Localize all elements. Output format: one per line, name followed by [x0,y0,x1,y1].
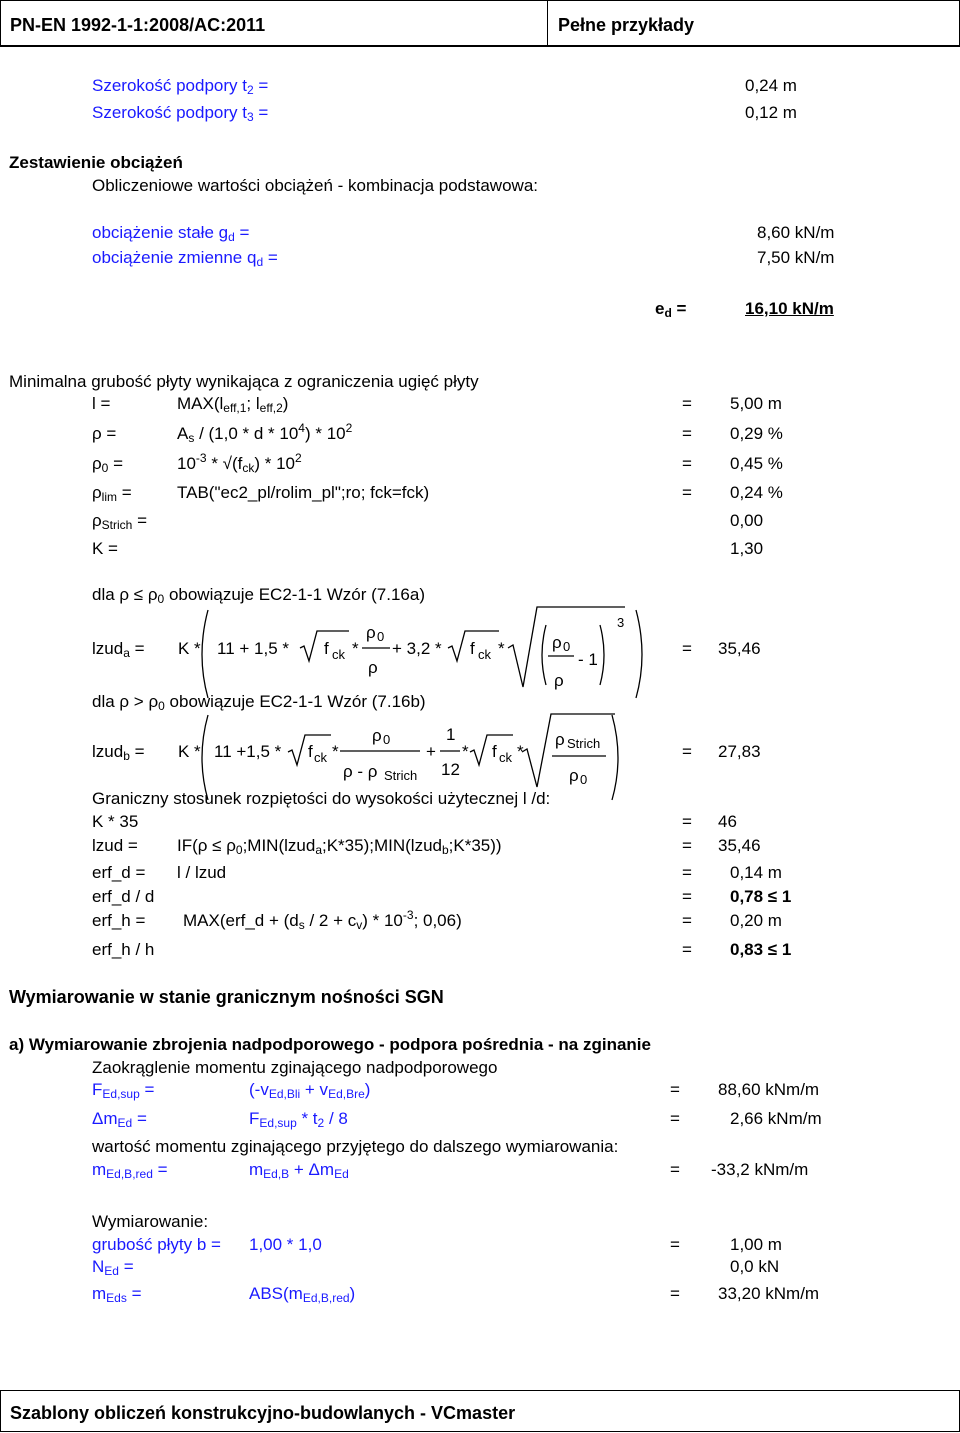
meds-value: 33,20 kNm/m [718,1284,820,1303]
eq-sign: = [682,639,692,658]
deflection-heading: Minimalna grubość płyty wynikająca z ograniczenia ugięć płyty [9,372,479,391]
round-heading: Zaokrąglenie momentu zginającego nadpodporowego [92,1058,498,1077]
span-l-value: 5,00 m [730,394,782,413]
erfh-value: 0,20 m [730,911,782,930]
eq-sign: = [682,483,692,502]
erfh-formula: MAX(erf_d + $(d_s / 2 + c_v) * 10^{-3}$; 0,06) [183,908,462,932]
support-t2-label: Szerokość podpory $t_2$ = [92,76,269,97]
header-title: Pełne przykłady [558,15,695,35]
fa-f2: f [470,639,475,658]
fa-11: 11 + 1,5 * [217,639,289,658]
loads-subheading: Obliczeniowe wartości obciążeń - kombinacja podstawowa: [92,176,538,195]
meds-formula: $ABS(m_{Ed,B,red})$ [249,1284,356,1305]
fa-inner-rho0-sub: 0 [563,639,571,654]
ned-value: 0,0 kN [730,1257,780,1276]
erfd-value: 0,14 m [730,863,782,882]
loads-heading: Zestawienie obciążeń [9,153,183,172]
lzud-b-lhs: lzud$_b$ = [92,742,145,763]
lzud-value: 35,46 [718,836,761,855]
fb-rho0-den-sub: 0 [580,772,588,787]
ned-lhs: $N_{Ed}$ = [92,1257,134,1278]
sgn-a-heading: a) Wymiarowanie zbrojenia nadpodporowego - podpora pośrednia - na zginanie [9,1035,651,1054]
lzud-a-lhs: lzud$_a$ = [92,639,145,660]
fa-inner-paren-left [542,625,546,685]
fb-ck: ck [314,750,327,765]
fa-inner-rho: ρ [554,671,564,690]
fb-strich: Strich [384,768,418,783]
fa-rho-den: ρ [368,658,378,677]
support-t3-value: 0,12 m [745,103,797,122]
fa-paren-right [636,610,642,698]
span-l-formula: $MAX(l_{eff,1}$; $l_{eff,2}$) [177,394,289,415]
lzud-b-value: 27,83 [718,742,761,761]
eq-sign: = [682,454,692,473]
fb-11: 11 +1,5 * [214,742,282,761]
eq-sign: = [682,836,692,855]
eq-sign: = [670,1235,680,1254]
eq-sign: = [682,887,692,906]
eq-sign: = [682,863,692,882]
erfhh-lhs: erf_h / h [92,940,155,959]
dm-lhs: $\Delta m_{Ed}$ = [92,1109,147,1130]
b-formula: 1,00 * 1,0 [249,1235,322,1254]
sgn-heading: Wymiarowanie w stanie granicznym nośności SGN [9,987,444,1007]
mred-formula: $m_{Ed,B} + \Delta m_{Ed}$ [249,1160,349,1181]
dim-heading: Wymiarowanie: [92,1212,209,1231]
rho0-value: 0,45 % [730,454,783,473]
eq-sign: = [682,911,692,930]
page-footer [0,1390,960,1432]
case-a-condition: dla $\rho \le \rho_0$ obowiązuje EC2-1-1 Wzór (7.16a) [92,585,425,606]
eq-sign: = [682,394,692,413]
eq-sign: = [670,1160,680,1179]
footer-text: Szablony obliczeń konstrukcyjno-budowlanych - VCmaster [10,1403,516,1423]
load-qd-value: 7,50 kN/m [757,248,835,267]
k-lhs: K = [92,539,118,558]
k-value: 1,30 [730,539,764,558]
fb-star: * [332,742,339,761]
header-standard: PN-EN 1992-1-1:2008/AC:2011 [10,15,266,35]
fa-inner-rho0: ρ [552,633,562,652]
fb-rho0-den: ρ [569,766,579,785]
fb-star3: * [517,742,524,761]
fb-ck2: ck [499,750,512,765]
span-l-lhs: l = [92,394,111,413]
rhostrich-value: 0,00 [730,511,764,530]
load-qd-label: obciążenie zmienne $q_d$ = [92,248,278,269]
k35-value: 46 [718,812,737,831]
fa-star2: * [498,639,505,658]
support-t2-value: 0,24 m [745,76,797,95]
fa-K: K * [178,639,201,658]
fed-formula: $(-v_{Ed,Bli} + v_{Ed,Bre})$ [249,1080,371,1101]
lzud-lhs: lzud = [92,836,138,855]
erfhh-check: 0,83 ≤ 1 [730,940,792,959]
fb-plus: + [426,742,436,761]
fb-K: K * [178,742,201,761]
b-value: 1,00 m [730,1235,782,1254]
fb-star2: * [462,742,469,761]
eq-sign: = [670,1080,680,1099]
fa-inner-paren-right [600,625,604,685]
erfdd-lhs: erf_d / d [92,887,155,906]
fa-paren-left [202,610,208,698]
fa-exp3: 3 [617,615,625,630]
rhostrich-lhs: $\rho_{Strich}$ = [92,511,148,532]
load-gd-value: 8,60 kN/m [757,223,835,242]
fa-plus32: + 3,2 * [392,639,442,658]
fb-den: ρ - ρ [343,762,378,781]
ratio-heading: Graniczny stosunek rozpiętości do wysokości użytecznej l /d: [92,789,551,808]
erfd-lhs: erf_d = [92,863,146,882]
lzud-formula: $IF(\rho \le \rho_0;MIN(lzud_a;K*35);MIN(lzud_b;K*35))$ [177,836,502,857]
value-heading: wartość momentu zginającego przyjętego do dalszego wymiarowania: [92,1137,619,1156]
dm-value: 2,66 kNm/m [730,1109,822,1128]
load-gd-label: obciążenie stałe $g_d$ = [92,223,250,244]
rho0-lhs: $\rho_0$ = [92,454,124,475]
eq-sign: = [682,424,692,443]
erfdd-check: 0,78 ≤ 1 [730,887,792,906]
fa-f: f [324,639,329,658]
load-ed-value: 16,10 kN/m [745,299,834,318]
fa-ck2: ck [478,647,491,662]
rholim-value: 0,24 % [730,483,783,502]
fa-rho0-num: ρ [366,623,376,642]
fa-ck: ck [332,647,345,662]
fb-one: 1 [446,725,456,744]
dm-formula: $F_{Ed,sup} * t_2 / 8$ [249,1109,348,1130]
fa-star: * [352,639,359,658]
mred-lhs: $m_{Ed,B,red}$ = [92,1160,168,1181]
rho-lhs: ρ = [92,424,117,443]
eq-sign: = [670,1109,680,1128]
case-b-condition: dla $\rho > \rho_0$ obowiązuje EC2-1-1 Wzór (7.16b) [92,692,426,713]
eq-sign: = [670,1284,680,1303]
support-t3-label: Szerokość podpory $t_3$ = [92,103,269,124]
fb-f2: f [492,742,497,761]
rholim-formula: TAB("ec2_pl/rolim_pl";ro; fck=fck) [177,483,430,502]
rho-formula: $A_s / (1,0$ * d * $10^4) * 10^2$ [177,421,353,445]
erfd-formula: l / lzud [177,863,227,882]
k35-lhs: K * 35 [92,812,139,831]
fb-twelve: 12 [441,760,460,779]
fed-lhs: $F_{Ed,sup}$ = [92,1080,155,1101]
erfh-lhs: erf_h = [92,911,146,930]
rho0-formula: $10^{-3} * √(f_{ck}) * 10^2$ [177,451,302,475]
fb-paren-left [202,715,208,800]
eq-sign: = [682,940,692,959]
fb-rhost-sub: Strich [567,736,601,751]
fed-value: 88,60 kNm/m [718,1080,820,1099]
load-ed-label: $e_d$ = [655,299,687,320]
eq-sign: = [682,812,692,831]
fb-f: f [308,742,313,761]
rholim-lhs: $\rho_{lim}$ = [92,483,132,504]
rho-value: 0,29 % [730,424,783,443]
b-lhs: grubość płyty b = [92,1235,221,1254]
eq-sign: = [682,742,692,761]
fb-paren-right [612,715,618,800]
fa-minus1: - 1 [578,650,598,669]
lzud-a-value: 35,46 [718,639,761,658]
fa-rho0-sub: 0 [377,629,385,644]
fb-rho0: ρ [372,726,382,745]
mred-value: -33,2 kNm/m [711,1160,809,1179]
fb-rhost: ρ [555,730,565,749]
meds-lhs: $m_{Eds}$ = [92,1284,142,1305]
fb-rho0-sub: 0 [383,732,391,747]
